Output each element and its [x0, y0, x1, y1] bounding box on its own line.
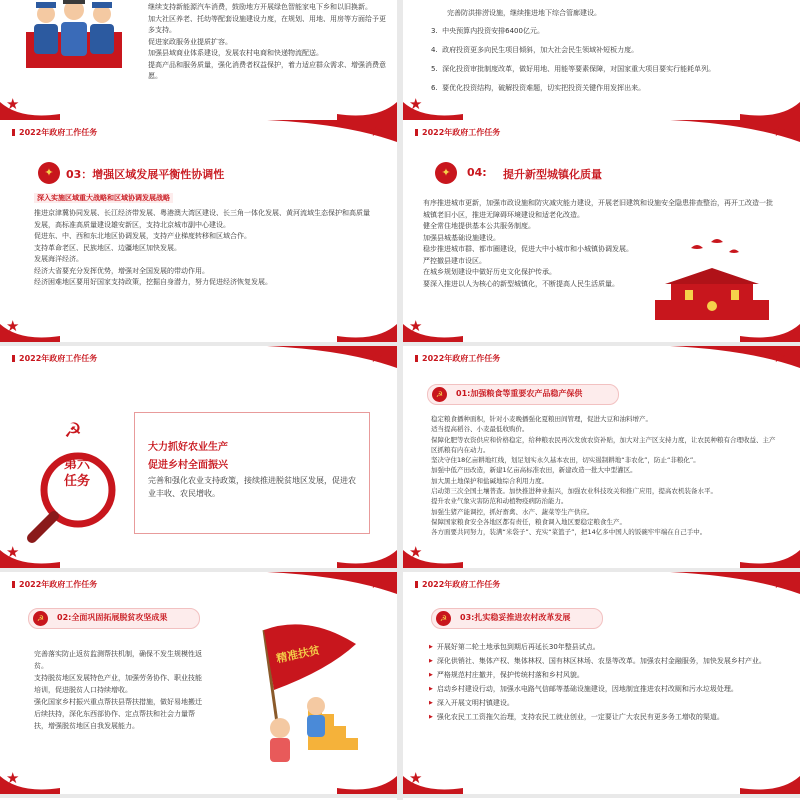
slide7-para: 完善落实防止返贫监测帮扶机制，确保不发生规模性返贫。 — [34, 650, 202, 670]
slide3-para: 推进京津冀协同发展、长江经济带发展、粤港澳大湾区建设、长三角一体化发展、黄河流域生态保护和高质量发展，高标准高质量建设雄安新区，支持北京城市副中心建设。 — [34, 209, 370, 229]
emblem-icon: ✦ — [38, 162, 60, 184]
star-icon: ★ — [772, 348, 786, 366]
slide4-para: 加强县城基础设施建设。 — [423, 233, 500, 242]
slide-urbanization[interactable] — [403, 120, 800, 342]
slide5-body: 完善和强化农业支持政策，接续推进脱贫地区发展，促进农业丰收、农民增收。 — [148, 476, 356, 498]
slide6-para: 启动第三次全国土壤普查。加快推进种业振兴，加强农业科技攻关和推广应用，提高农机装备水平。 — [431, 487, 717, 496]
corner-ribbon-right — [740, 314, 800, 342]
star-icon: ★ — [369, 574, 383, 592]
slide2-list — [431, 26, 771, 102]
slide-header: 2022年政府工作任务 — [415, 579, 500, 590]
list-item: ▶ 启动乡村建设行动，加强水电路气信邮等基础设施建设，因地制宜推进农村改厕和污水垃圾处理。 — [429, 684, 779, 694]
slide6-para: 加强生猪产能调控，抓好畜禽、水产、蔬菜等生产供应。 — [431, 507, 594, 516]
slide7-para: 强化国家乡村振兴重点帮扶县帮扶措施，做好易地搬迁后续扶持，深化东西部协作、定点帮扶和社会力量帮扶，增强脱贫地区自我发展能力。 — [34, 698, 202, 730]
task-badge — [52, 456, 102, 490]
badge-line: 第六 — [63, 457, 90, 472]
slide-header: 2022年政府工作任务 — [415, 127, 500, 138]
emblem-icon: ✦ — [435, 162, 457, 184]
slide-poverty[interactable] — [0, 572, 397, 794]
list-item — [431, 45, 771, 55]
corner-ribbon-right — [337, 314, 397, 342]
list-item — [431, 83, 771, 93]
corner-ribbon-right — [337, 540, 397, 568]
star-icon: ★ — [6, 95, 20, 113]
slide-header: 2022年政府工作任务 — [415, 353, 500, 364]
item-text: 政府投资更多向民生项目倾斜，加大社会民生领域补短板力度。 — [442, 46, 639, 54]
item-number: 4. — [431, 46, 438, 54]
list-item: ▶ 深入开展文明村镇建设。 — [429, 698, 779, 708]
badge-line: 任务 — [63, 474, 90, 489]
corner-ribbon-right — [337, 766, 397, 794]
slide1-para: 加大社区养老、托幼等配套设施建设力度，在规划、用地、用房等方面给予更多支持。 — [148, 14, 386, 34]
slide3-title: 03：增强区域发展平衡性协调性 — [66, 168, 225, 181]
slide7-para: 支持脱贫地区发展特色产业，加强劳务协作、职业技能培训，促进脱贫人口持续增收。 — [34, 674, 202, 694]
slide3-para: 发展海洋经济。 — [34, 255, 83, 263]
item-number: 6. — [431, 84, 438, 92]
star-icon: ★ — [369, 348, 383, 366]
slide3-text — [34, 208, 374, 289]
slide6-text — [431, 414, 779, 538]
slide4-para: 严控撤县建市设区。 — [423, 256, 486, 265]
item-text: 深化投资审批制度改革，做好用地、用能等要素保障，对国家重大项目要实行能耗单列。 — [442, 65, 716, 73]
item-number: 5. — [431, 65, 438, 73]
pill-title: 02:全面巩固拓展脱贫攻坚成果 — [57, 613, 168, 622]
slide1-para: 加强县域商业体系建设，发展农村电商和快递物流配送。 — [148, 49, 323, 57]
slide-consumption[interactable] — [0, 0, 397, 120]
slide-header: 2022年政府工作任务 — [12, 353, 97, 364]
slide1-para: 继续支持新能源汽车消费，鼓励地方开展绿色智能家电下乡和以旧换新。 — [148, 3, 372, 11]
party-emblem-icon: ☭ — [64, 418, 82, 442]
star-icon: ★ — [369, 122, 383, 140]
star-icon: ★ — [6, 769, 20, 787]
slide-investment[interactable] — [403, 0, 800, 120]
poverty-flag-illustration — [228, 620, 368, 776]
slide3-para: 支持革命老区、民族地区、边疆地区加快发展。 — [34, 243, 181, 252]
slide6-para: 加强中低产田改造，新建1亿亩高标准农田，新建改造一批大中型灌区。 — [431, 466, 637, 475]
star-icon: ★ — [6, 317, 20, 335]
slide6-para: 加大黑土地保护和盐碱地综合利用力度。 — [431, 476, 548, 485]
slide6-para: 保障国家粮食安全各地区都有责任，粮食调入地区要稳定粮食生产。 — [431, 517, 626, 526]
list-item: ▶ 强化农民工工资拖欠治理，支持农民工就业创业，一定要让广大农民有更多务工增收的渠道。 — [429, 712, 779, 722]
star-icon: ★ — [409, 543, 423, 561]
slide7-text — [34, 648, 204, 732]
pill-title: 01:加强粮食等重要农产品稳产保供 — [456, 389, 583, 398]
star-icon: ★ — [6, 543, 20, 561]
star-icon: ★ — [409, 95, 423, 113]
slide4-para: 有序推进城市更新，加强市政设施和防灾减灾能力建设，开展老旧建筑和设施安全隐患排查整治，再开工改造一批城镇老旧小区，推进无障碍环境建设和适老化改造。 — [423, 199, 773, 219]
slide6-para: 提升农业气象灾害防范和动植物疫病防治能力。 — [431, 497, 568, 506]
slide-header: 2022年政府工作任务 — [12, 579, 97, 590]
corner-ribbon-right — [740, 92, 800, 120]
slide6-para: 各方面要共同努力，装满“米袋子”、充实“菜篮子”，把14亿多中国人的饭碗牢牢端在自己手中。 — [431, 528, 707, 537]
item-text: 要优化投资结构，破解投资难题，切实把投资关键作用发挥出来。 — [442, 84, 646, 92]
party-emblem-icon: ☭ — [436, 611, 451, 626]
slide4-para: 健全常住地提供基本公共服务制度。 — [423, 222, 535, 230]
task-box — [134, 412, 370, 534]
star-icon: ★ — [772, 122, 786, 140]
item-text: 中央预算内投资安排6400亿元。 — [442, 27, 544, 35]
slide-rural-reform[interactable] — [403, 572, 800, 794]
slide5-title1: 大力抓好农业生产 — [148, 442, 228, 453]
slide2-first-line: 完善防洪排涝设施，继续推进地下综合管廊建设。 — [447, 9, 601, 17]
slide3-para: 经济大省要充分发挥优势，增强对全国发展的带动作用。 — [34, 266, 209, 275]
party-emblem-icon: ☭ — [33, 611, 48, 626]
star-icon: ★ — [772, 574, 786, 592]
item-number: 3. — [431, 27, 438, 35]
list-item — [431, 26, 771, 36]
slide8-list — [429, 642, 779, 726]
slide4-num: 04: — [467, 166, 487, 179]
slide1-text — [148, 2, 388, 83]
slide6-para: 保障化肥等农资供应和价格稳定，给种粮农民再次发放农资补贴，加大对主产区支持力度，让农民种粮有合理收益、主产区抓粮有内在动力。 — [431, 435, 776, 454]
tiananmen-illustration — [651, 238, 773, 320]
section-pill — [28, 608, 200, 629]
slide3-subtitle: 深入实施区域重大战略和区域协调发展战略 — [34, 193, 173, 203]
list-item: ▶ 深化供销社、集体产权、集体林权、国有林区林场、农垦等改革。加强农村金融服务，加快发展乡村产业。 — [429, 656, 779, 666]
slide3-para: 促进东、中、西和东北地区协调发展，支持产业梯度转移和区域合作。 — [34, 232, 251, 240]
corner-ribbon-right — [740, 540, 800, 568]
slide6-para: 坚决守住18亿亩耕地红线，划足划实永久基本农田，切实遏制耕地“非农化”，防止“非粮化”。 — [431, 456, 700, 465]
slide-regional[interactable] — [0, 120, 397, 342]
slide3-para: 经济困难地区要用好国家支持政策，挖掘自身潜力，努力促进经济恢复发展。 — [34, 278, 272, 286]
section-pill — [431, 608, 603, 629]
list-item: ▶ 严格规范村庄撤并，保护传统村落和乡村风貌。 — [429, 670, 779, 680]
pill-title: 03:扎实稳妥推进农村改革发展 — [460, 613, 571, 622]
slide6-para: 适当提高稻谷、小麦最低收购价。 — [431, 425, 529, 434]
slide-task-six[interactable] — [0, 346, 397, 568]
party-emblem-icon: ☭ — [432, 387, 447, 402]
flag-text: 精准扶贫 — [275, 643, 321, 666]
slide1-para: 提高产品和服务质量，强化消费者权益保护，着力适应群众需求、增强消费意愿。 — [148, 60, 386, 80]
workers-illustration — [24, 0, 124, 68]
list-item — [431, 64, 771, 74]
slide4-para: 稳步推进城市群、都市圈建设，促进大中小城市和小城镇协调发展。 — [423, 245, 633, 253]
corner-ribbon-right — [740, 766, 800, 794]
star-icon: ★ — [409, 317, 423, 335]
star-icon: ★ — [409, 769, 423, 787]
slide1-para: 促进家政服务业提质扩容。 — [148, 37, 232, 46]
slide5-title2: 促进乡村全面振兴 — [148, 460, 228, 471]
slide6-para: 稳定粮食播种面积，针对小麦晚播强化夏粮田间管理，促进大豆和油料增产。 — [431, 415, 652, 423]
slide4-para: 要深入推进以人为核心的新型城镇化，不断提高人民生活质量。 — [423, 279, 619, 288]
slide4-title: 提升新型城镇化质量 — [503, 168, 602, 181]
slide4-para: 在城乡规划建设中做好历史文化保护传承。 — [423, 268, 556, 276]
section-pill — [427, 384, 619, 405]
slide-grain-supply[interactable] — [403, 346, 800, 568]
list-item: ▶ 开展好第二轮土地承包到期后再延长30年整县试点。 — [429, 642, 779, 652]
slide-header: 2022年政府工作任务 — [12, 127, 97, 138]
corner-ribbon-right — [337, 92, 397, 120]
